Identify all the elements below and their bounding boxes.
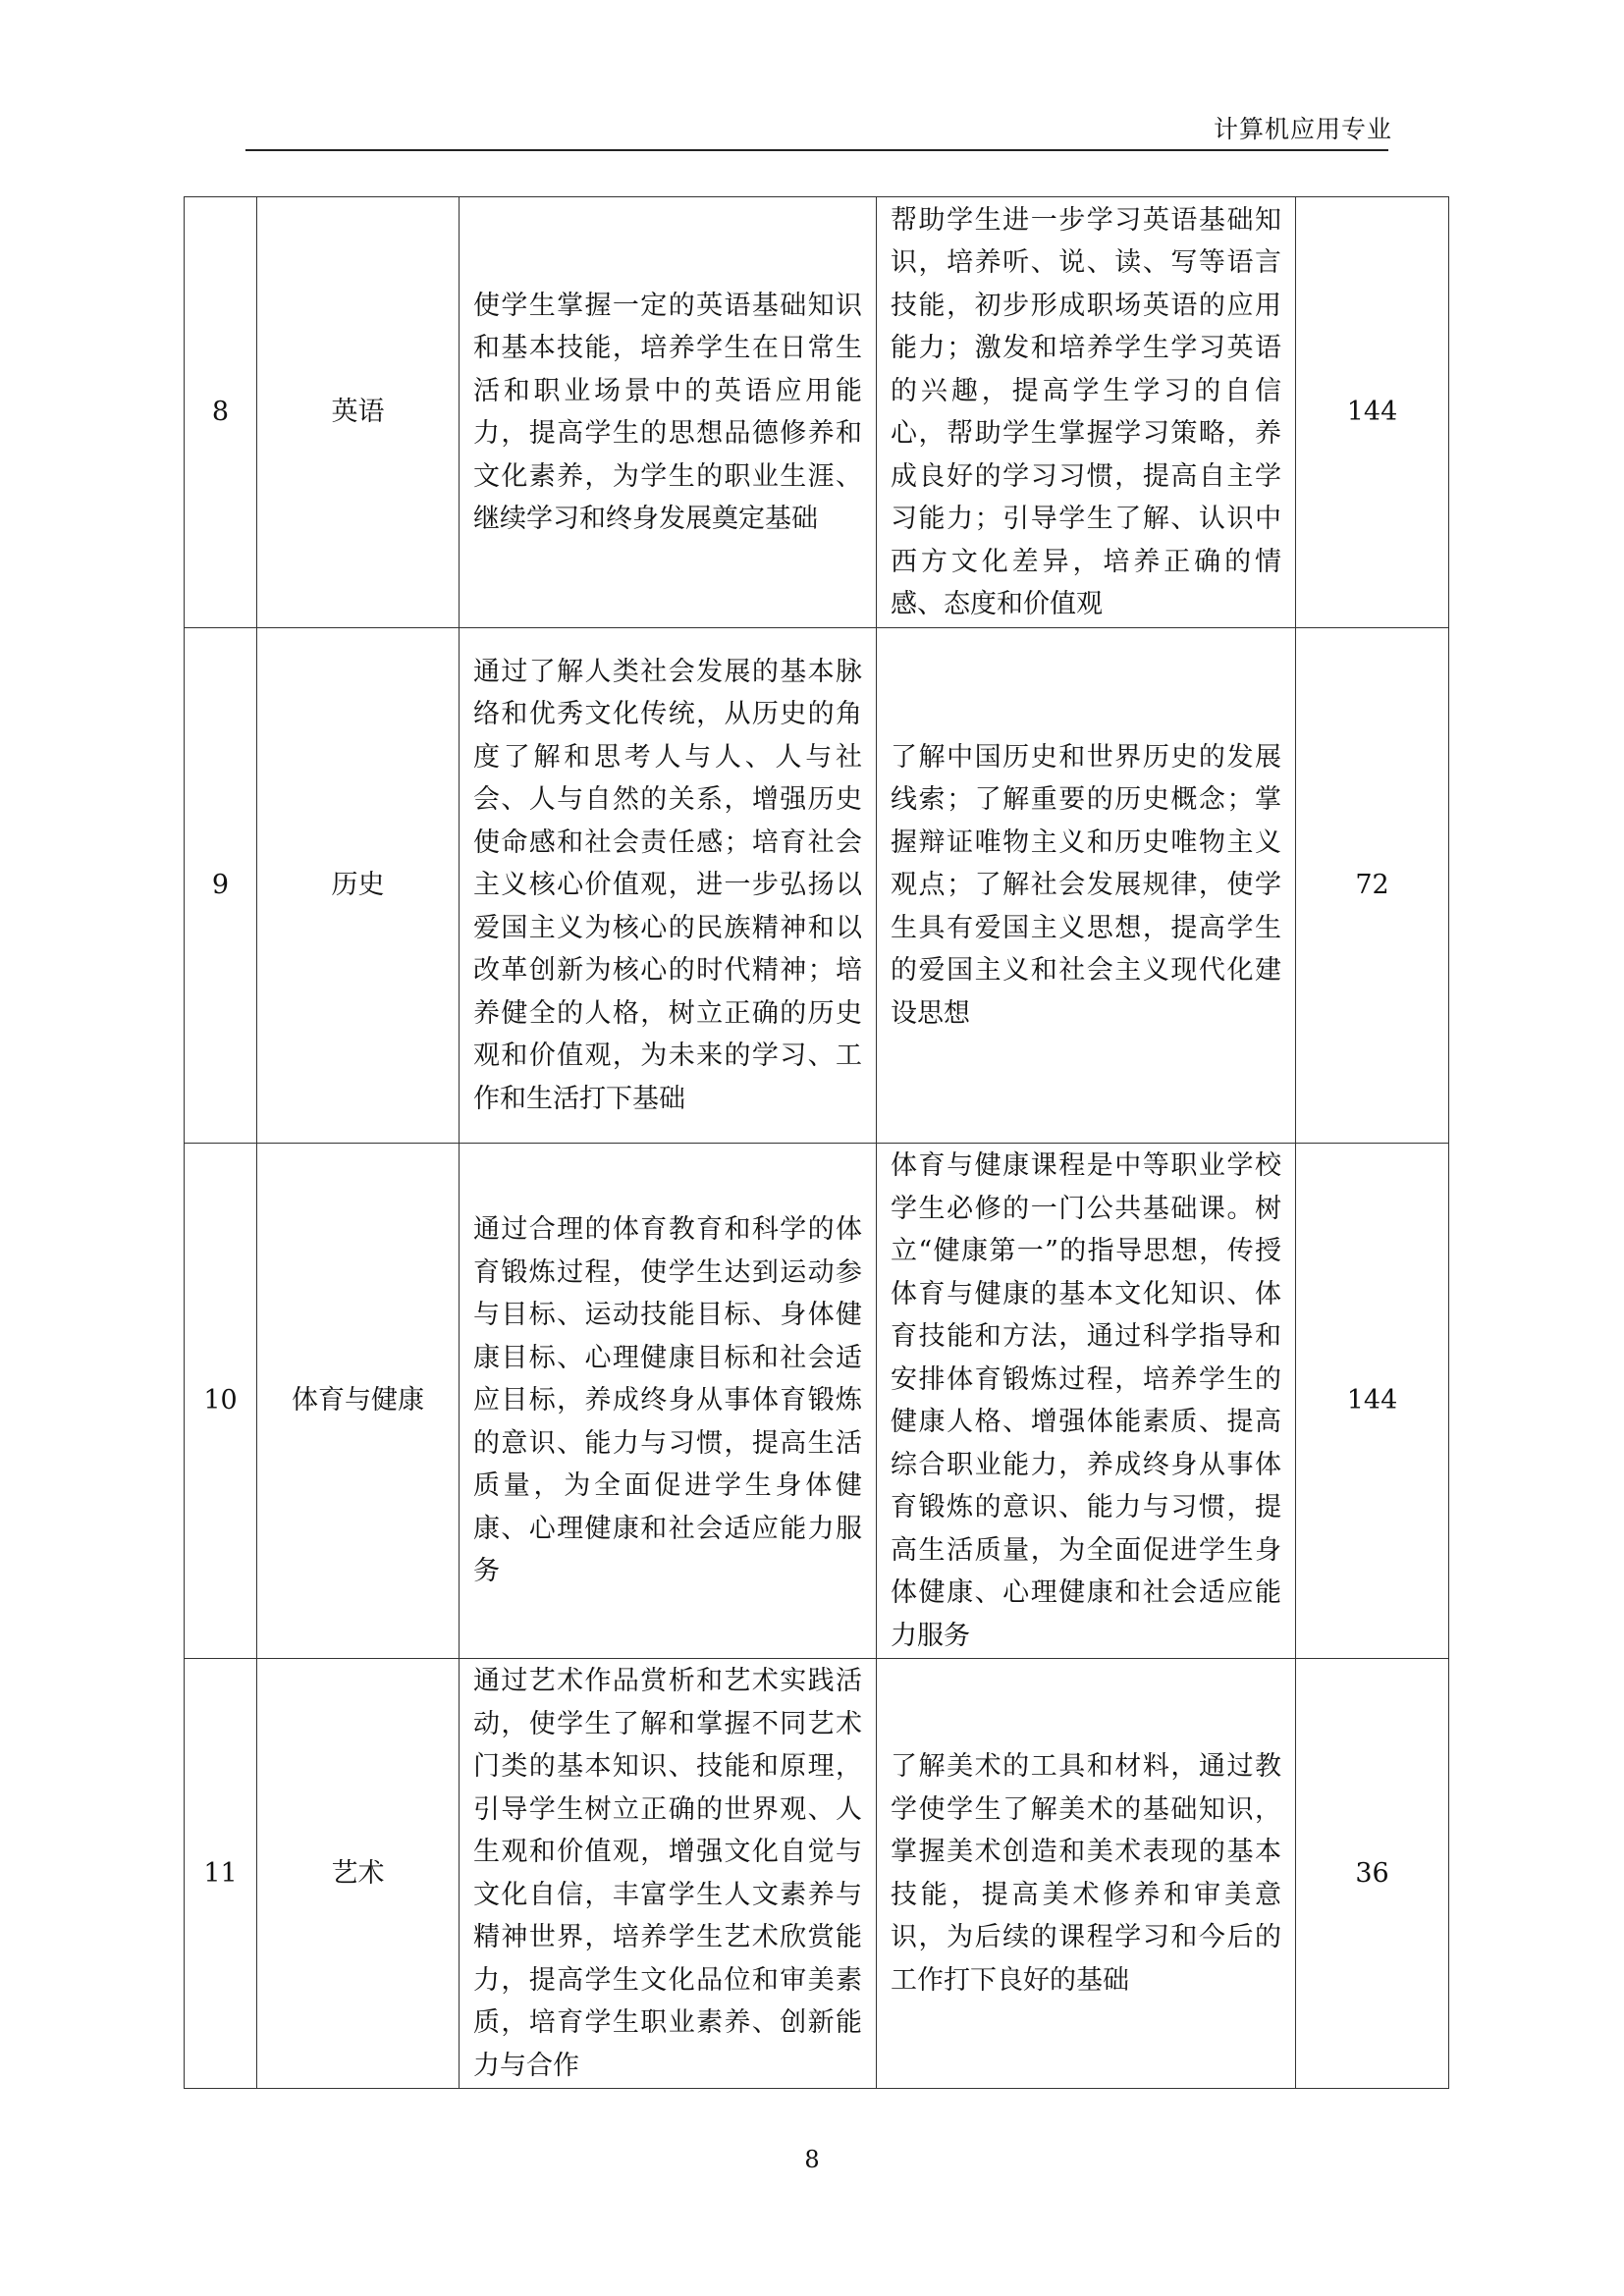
table-row bbox=[185, 1144, 1449, 1659]
course-hours: 72 bbox=[1296, 628, 1449, 1144]
header-title: 计算机应用专业 bbox=[1213, 115, 1392, 143]
course-content: 体育与健康课程是中等职业学校学生必修的一门公共基础课。树立“健康第一”的指导思想，传授体育与健康的基本文化知识、体育技能和方法，通过科学指导和安排体育锻炼过程，培养学生的健康人格、增强体能素质、提高综合职业能力，养成终身从事体育锻炼的意识、能力与习惯，提高生活质量，为全面促进学生身体健康、心理健康和社会适应能力服务 bbox=[877, 1144, 1296, 1659]
course-hours: 144 bbox=[1296, 1144, 1449, 1659]
course-objective: 通过艺术作品赏析和艺术实践活动，使学生了解和掌握不同艺术门类的基本知识、技能和原理，引导学生树立正确的世界观、人生观和价值观，增强文化自觉与文化自信，丰富学生人文素养与精神世界，培养学生艺术欣赏能力，提高学生文化品位和审美素质，培育学生职业素养、创新能力与合作 bbox=[460, 1659, 877, 2089]
course-table bbox=[184, 196, 1449, 2089]
header-rule bbox=[245, 149, 1388, 151]
course-content: 了解中国历史和世界历史的发展线索；了解重要的历史概念；掌握辩证唯物主义和历史唯物主义观点；了解社会发展规律，使学生具有爱国主义思想，提高学生的爱国主义和社会主义现代化建设思想 bbox=[877, 628, 1296, 1144]
table-row bbox=[185, 1659, 1449, 2089]
course-hours: 144 bbox=[1296, 197, 1449, 628]
course-name: 艺术 bbox=[257, 1659, 460, 2089]
course-objective: 通过合理的体育教育和科学的体育锻炼过程，使学生达到运动参与目标、运动技能目标、身体健康目标、心理健康目标和社会适应目标，养成终身从事体育锻炼的意识、能力与习惯，提高生活质量，为全面促进学生身体健康、心理健康和社会适应能力服务 bbox=[460, 1144, 877, 1659]
course-objective: 使学生掌握一定的英语基础知识和基本技能，培养学生在日常生活和职业场景中的英语应用能力，提高学生的思想品德修养和文化素养，为学生的职业生涯、继续学习和终身发展奠定基础 bbox=[460, 197, 877, 628]
course-number: 8 bbox=[185, 197, 257, 628]
course-objective: 通过了解人类社会发展的基本脉络和优秀文化传统，从历史的角度了解和思考人与人、人与社会、人与自然的关系，增强历史使命感和社会责任感；培育社会主义核心价值观，进一步弘扬以爱国主义为核心的民族精神和以改革创新为核心的时代精神；培养健全的人格，树立正确的历史观和价值观，为未来的学习、工作和生活打下基础 bbox=[460, 628, 877, 1144]
course-number: 9 bbox=[185, 628, 257, 1144]
course-name: 历史 bbox=[257, 628, 460, 1144]
course-content: 帮助学生进一步学习英语基础知识，培养听、说、读、写等语言技能，初步形成职场英语的应用能力；激发和培养学生学习英语的兴趣，提高学生学习的自信心，帮助学生掌握学习策略，养成良好的学习习惯，提高自主学习能力；引导学生了解、认识中西方文化差异，培养正确的情感、态度和价值观 bbox=[877, 197, 1296, 628]
table-row bbox=[185, 197, 1449, 628]
course-name: 英语 bbox=[257, 197, 460, 628]
course-name: 体育与健康 bbox=[257, 1144, 460, 1659]
course-hours: 36 bbox=[1296, 1659, 1449, 2089]
table-row bbox=[185, 628, 1449, 1144]
course-content: 了解美术的工具和材料，通过教学使学生了解美术的基础知识，掌握美术创造和美术表现的基本技能，提高美术修养和审美意识，为后续的课程学习和今后的工作打下良好的基础 bbox=[877, 1659, 1296, 2089]
course-number: 10 bbox=[185, 1144, 257, 1659]
course-number: 11 bbox=[185, 1659, 257, 2089]
page-number: 8 bbox=[804, 2146, 820, 2173]
